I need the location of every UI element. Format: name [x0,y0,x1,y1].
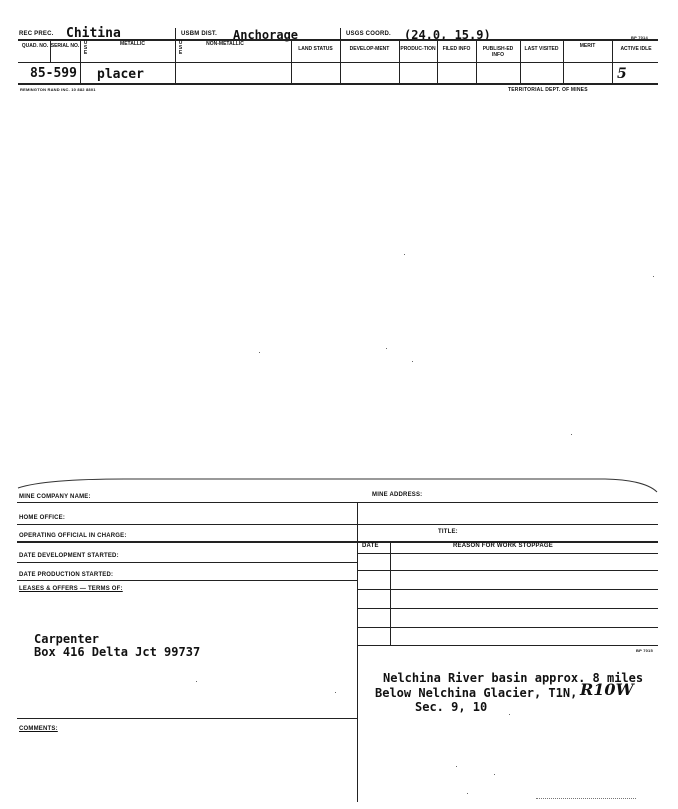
owner-name: Carpenter [34,632,100,646]
col-use-metallic: U S E [83,40,88,56]
col-production: PRODUC-TION [400,46,436,52]
col-development: DEVELOP-MENT [349,46,390,52]
comments-label: COMMENTS: [19,726,58,732]
date-header: DATE [362,543,379,549]
col-nonmetallic: NON-METALLIC [206,41,244,47]
location-line2: Below Nelchina Glacier, T1N, [375,686,578,700]
metallic-value: placer [97,67,144,82]
footer-right: TERRITORIAL DEPT. OF MINES [508,87,588,93]
date-development-label: DATE DEVELOPMENT STARTED: [19,553,119,559]
col-metallic: METALLIC [120,41,145,47]
leases-label: LEASES & OFFERS — TERMS OF: [19,586,123,592]
form-number-top: BP 7014 [631,35,648,40]
reason-header: REASON FOR WORK STOPPAGE [453,543,553,549]
col-use-nonmetallic: U S E [178,40,183,56]
location-line1: Nelchina River basin approx. 8 miles [383,671,644,685]
col-last-visited: LAST VISITED [524,46,559,52]
col-merit: MERIT [579,43,596,49]
usbm-dist-label: USBM DIST. [181,31,218,37]
location-line3: Sec. 9, 10 [415,700,488,714]
title-label: TITLE: [438,529,458,535]
col-published-info: PUBLISH-ED INFO [482,46,514,58]
date-production-label: DATE PRODUCTION STARTED: [19,572,114,578]
rec-prec-value: Chitina [66,26,121,41]
operating-official-label: OPERATING OFFICIAL IN CHARGE: [19,533,127,539]
home-office-label: HOME OFFICE: [19,515,66,521]
active-idle-value: 5 [617,66,627,82]
usgs-coord-value: (24.0, 15.9) [404,28,491,42]
owner-address: Box 416 Delta Jct 99737 [34,645,201,659]
card-edge [15,474,660,496]
form-number-bottom: BP 7015 [636,648,653,653]
usgs-coord-label: USGS COORD. [346,31,391,37]
col-land-status: LAND STATUS [298,46,333,52]
col-active-idle: ACTIVE IDLE [620,46,652,52]
col-quad-no: QUAD. NO. [21,43,49,49]
rec-prec-label: REC PREC. [19,31,54,37]
location-handwritten: R10W [580,680,634,699]
mine-address-label: MINE ADDRESS: [372,492,423,498]
footer-left: REMINGTON RAND INC. 10 882 8801 [20,87,96,92]
quad-serial-value: 85-599 [30,66,77,81]
col-filed-info: FILED INFO [442,46,471,52]
mine-company-label: MINE COMPANY NAME: [19,494,91,500]
col-serial-no: SERIAL NO. [50,43,80,49]
usbm-dist-value: Anchorage [233,28,299,42]
